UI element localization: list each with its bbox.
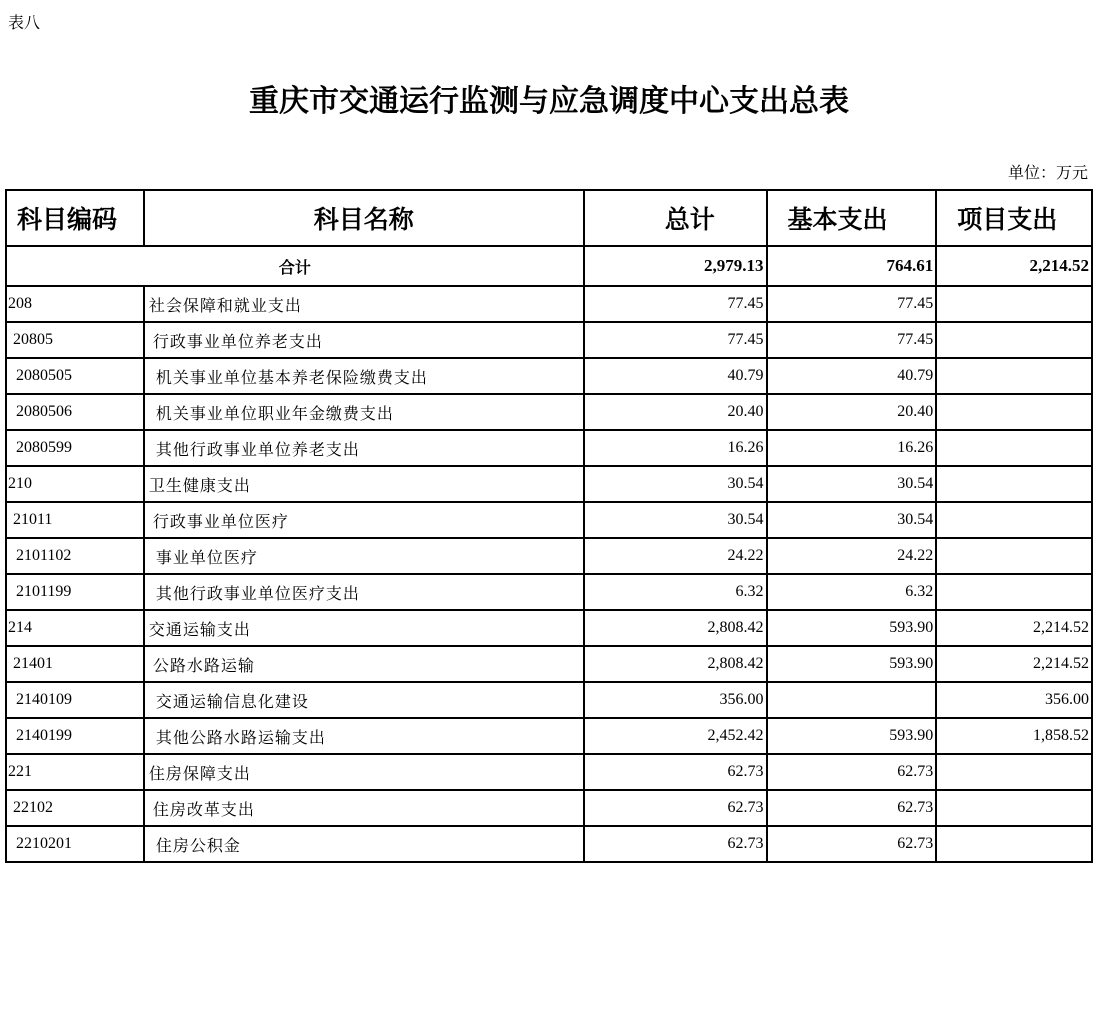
- row-total: 30.54: [584, 502, 767, 538]
- row-total: 62.73: [584, 754, 767, 790]
- table-row: [6, 646, 1092, 682]
- header-project: 项目支出: [936, 190, 1092, 246]
- total-sum: 2,979.13: [584, 246, 767, 286]
- total-project: 2,214.52: [936, 246, 1092, 286]
- row-name: 住房改革支出: [144, 790, 584, 826]
- row-code: 2080505: [6, 358, 144, 394]
- expenditure-table: [5, 189, 1093, 863]
- total-row: [6, 246, 1092, 286]
- header-code: 科目编码: [6, 190, 144, 246]
- row-total: 30.54: [584, 466, 767, 502]
- row-code: 221: [6, 754, 144, 790]
- row-project: [936, 466, 1092, 502]
- row-project: [936, 430, 1092, 466]
- table-label: 表八: [8, 13, 41, 32]
- row-name: 卫生健康支出: [144, 466, 584, 502]
- row-code: 21401: [6, 646, 144, 682]
- row-basic: 77.45: [767, 286, 937, 322]
- row-project: [936, 790, 1092, 826]
- row-project: [936, 754, 1092, 790]
- row-total: 40.79: [584, 358, 767, 394]
- row-code: 208: [6, 286, 144, 322]
- row-basic: [767, 682, 937, 718]
- row-name: 交通运输支出: [144, 610, 584, 646]
- header-total: 总计: [584, 190, 767, 246]
- row-name: 住房保障支出: [144, 754, 584, 790]
- row-basic: 30.54: [767, 466, 937, 502]
- row-code: 2080599: [6, 430, 144, 466]
- row-total: 20.40: [584, 394, 767, 430]
- row-code: 21011: [6, 502, 144, 538]
- row-name: 其他行政事业单位医疗支出: [144, 574, 584, 610]
- row-name: 社会保障和就业支出: [144, 286, 584, 322]
- row-basic: 62.73: [767, 754, 937, 790]
- row-basic: 6.32: [767, 574, 937, 610]
- header-basic: 基本支出: [767, 190, 937, 246]
- page-title: 重庆市交通运行监测与应急调度中心支出总表: [249, 84, 849, 119]
- table-row: [6, 466, 1092, 502]
- row-project: 2,214.52: [936, 646, 1092, 682]
- row-name: 其他行政事业单位养老支出: [144, 430, 584, 466]
- table-row: [6, 574, 1092, 610]
- row-code: 22102: [6, 790, 144, 826]
- unit-label: 单位：万元: [1007, 163, 1088, 182]
- table-row: [6, 322, 1092, 358]
- row-project: [936, 574, 1092, 610]
- row-basic: 62.73: [767, 826, 937, 862]
- table-row: [6, 826, 1092, 862]
- row-code: 2140109: [6, 682, 144, 718]
- row-project: 356.00: [936, 682, 1092, 718]
- table-row: [6, 682, 1092, 718]
- row-name: 交通运输信息化建设: [144, 682, 584, 718]
- row-code: 2101199: [6, 574, 144, 610]
- row-name: 机关事业单位基本养老保险缴费支出: [144, 358, 584, 394]
- table-row: [6, 286, 1092, 322]
- row-basic: 20.40: [767, 394, 937, 430]
- row-project: 2,214.52: [936, 610, 1092, 646]
- row-basic: 62.73: [767, 790, 937, 826]
- row-project: [936, 322, 1092, 358]
- row-code: 210: [6, 466, 144, 502]
- table-row: [6, 430, 1092, 466]
- row-name: 行政事业单位医疗: [144, 502, 584, 538]
- table-row: [6, 754, 1092, 790]
- row-code: 2080506: [6, 394, 144, 430]
- row-total: 356.00: [584, 682, 767, 718]
- header-name: 科目名称: [144, 190, 584, 246]
- row-basic: 24.22: [767, 538, 937, 574]
- table-row: [6, 790, 1092, 826]
- table-row: [6, 394, 1092, 430]
- row-code: 214: [6, 610, 144, 646]
- row-project: [936, 538, 1092, 574]
- row-code: 20805: [6, 322, 144, 358]
- header-row: [6, 190, 1092, 246]
- row-name: 机关事业单位职业年金缴费支出: [144, 394, 584, 430]
- row-total: 2,808.42: [584, 646, 767, 682]
- row-name: 事业单位医疗: [144, 538, 584, 574]
- row-name: 其他公路水路运输支出: [144, 718, 584, 754]
- row-basic: 16.26: [767, 430, 937, 466]
- total-basic: 764.61: [767, 246, 937, 286]
- row-total: 2,808.42: [584, 610, 767, 646]
- table-row: [6, 502, 1092, 538]
- row-total: 16.26: [584, 430, 767, 466]
- table-row: [6, 538, 1092, 574]
- row-basic: 593.90: [767, 718, 937, 754]
- row-total: 24.22: [584, 538, 767, 574]
- row-name: 行政事业单位养老支出: [144, 322, 584, 358]
- row-code: 2140199: [6, 718, 144, 754]
- row-total: 77.45: [584, 286, 767, 322]
- row-name: 公路水路运输: [144, 646, 584, 682]
- row-project: [936, 826, 1092, 862]
- total-label: 合计: [6, 246, 584, 286]
- row-basic: 593.90: [767, 610, 937, 646]
- row-basic: 593.90: [767, 646, 937, 682]
- table-row: [6, 358, 1092, 394]
- row-project: [936, 358, 1092, 394]
- table-row: [6, 610, 1092, 646]
- row-basic: 77.45: [767, 322, 937, 358]
- row-name: 住房公积金: [144, 826, 584, 862]
- row-project: [936, 286, 1092, 322]
- row-total: 62.73: [584, 826, 767, 862]
- row-total: 62.73: [584, 790, 767, 826]
- row-total: 77.45: [584, 322, 767, 358]
- row-total: 2,452.42: [584, 718, 767, 754]
- row-total: 6.32: [584, 574, 767, 610]
- row-project: [936, 502, 1092, 538]
- row-code: 2210201: [6, 826, 144, 862]
- row-basic: 40.79: [767, 358, 937, 394]
- row-project: [936, 394, 1092, 430]
- row-code: 2101102: [6, 538, 144, 574]
- table-row: [6, 718, 1092, 754]
- row-project: 1,858.52: [936, 718, 1092, 754]
- row-basic: 30.54: [767, 502, 937, 538]
